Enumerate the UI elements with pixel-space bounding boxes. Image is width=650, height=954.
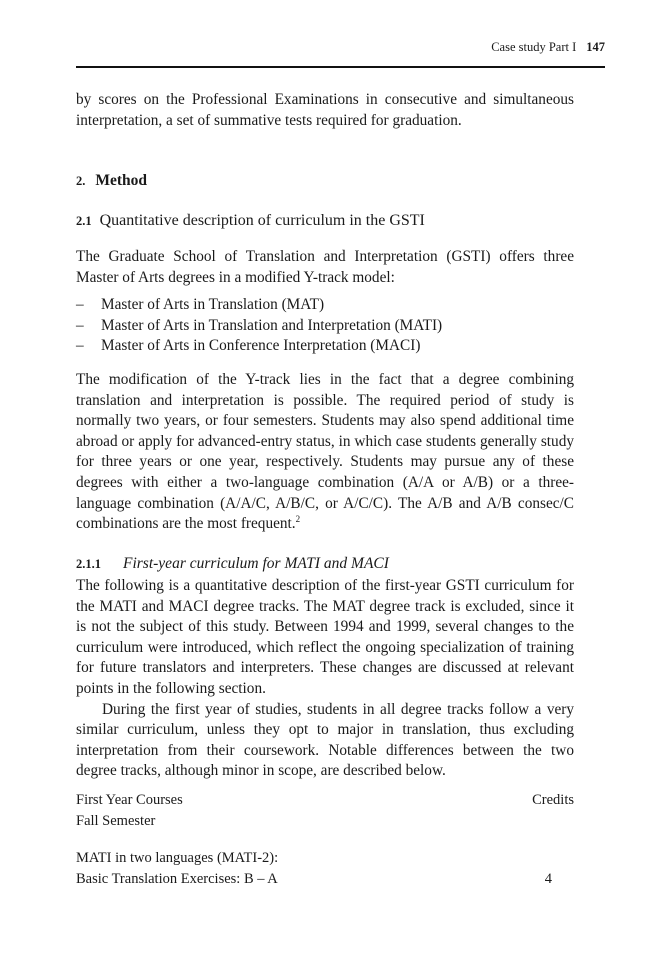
subsection-number: 2.1: [76, 214, 92, 228]
modification-paragraph: [76, 370, 574, 535]
section-number: 2.: [76, 174, 86, 188]
list-item-text: Master of Arts in Translation (MAT): [101, 296, 325, 313]
modification-paragraph-block: [76, 370, 574, 535]
running-title: Case study Part I: [491, 40, 577, 54]
during-paragraph: During the first year of studies, students in all degree tracks follow a very similar curriculum, unless they opt to major in translation, thus excluding interpretation from their coursework. Notable differences between the two degree tracks, although minor in scope, are described below.: [76, 700, 574, 780]
credits-column-header: Credits: [532, 792, 574, 808]
list-dash: –: [76, 337, 84, 355]
subsubsection-number: 2.1.1: [76, 557, 101, 571]
list-item-text: Master of Arts in Translation and Interpretation (MATI): [101, 316, 443, 334]
section-heading: [76, 172, 574, 190]
intro-paragraph: by scores on the Professional Examinations in consecutive and simultaneous interpretation, a set of summative tests required for graduation.: [76, 91, 574, 129]
subsubsection-heading: [76, 555, 574, 573]
course-credits: 4: [544, 870, 552, 887]
courses-column-header: First Year Courses: [76, 792, 183, 808]
semester-label-row: [76, 811, 574, 832]
page-number: 147: [586, 40, 605, 54]
subsection-title: Quantitative description of curriculum in the GSTI: [99, 212, 425, 229]
section-title: Method: [95, 172, 148, 189]
list-dash: –: [76, 316, 84, 334]
group-label: MATI in two languages (MATI-2):: [76, 850, 279, 867]
course-name: Basic Translation Exercises: B – A: [76, 870, 278, 887]
subsection-heading: [76, 212, 574, 230]
subsubsection-title: First-year curriculum for MATI and MACI: [123, 555, 389, 572]
degree-list: [76, 295, 574, 357]
list-dash: –: [76, 296, 84, 313]
table-row: [76, 869, 574, 890]
list-item-text: Master of Arts in Conference Interpretation (MACI): [101, 337, 421, 355]
list-item: [76, 336, 574, 357]
semester-label: Fall Semester: [76, 812, 156, 829]
gsti-paragraph: The Graduate School of Translation and Interpretation (GSTI) offers three Master of Arts degrees in a modified Y-track model:: [76, 248, 574, 286]
list-item: [76, 316, 574, 337]
footnote-reference[interactable]: 2: [295, 514, 301, 525]
firstyear-paragraph: The following is a quantitative description of the first-year GSTI curriculum for the MATI and MACI degree tracks. The MAT degree track is excluded, since it is not the subject of this study. Between 1994 and 1999, several changes to the curriculum were introduced, which reflect the ongoing specialization of training for future translators and interpreters. These changes are discussed at relevant points in the following section.: [76, 577, 574, 697]
gsti-paragraph-block: [76, 247, 574, 288]
course-table-header-row: [76, 790, 574, 811]
running-header: [76, 40, 605, 68]
group-label-row: [76, 848, 574, 869]
firstyear-paragraph-block: [76, 576, 574, 782]
course-table: [76, 790, 574, 889]
intro-paragraph-block: [76, 90, 574, 131]
list-item: [76, 295, 574, 316]
degree-list-block: [76, 295, 574, 357]
modification-text: The modification of the Y-track lies in the fact that a degree combining translation and interpretation is possible. The required period of study is normally two years, or four semesters. Students may also spend additional time abroad or apply for advanced-entry status, in which case students generally study for three years or one year, respectively. Students may pursue any of these degrees with either a two-language combination (A/A or A/B) or a three-language combination (A/A/C, A/B/C, or A/C/C). The A/B and A/B consec/C combinations are the most frequent.: [76, 371, 574, 533]
